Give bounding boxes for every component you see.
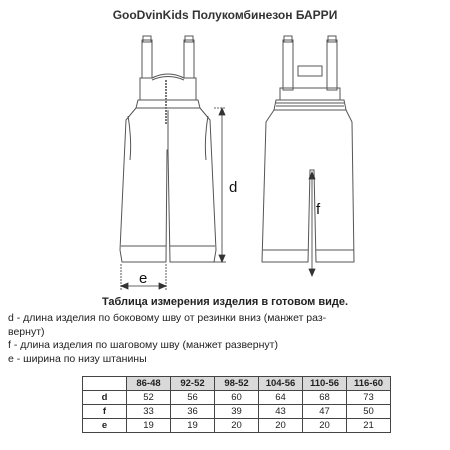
size-column-header: 86-48 xyxy=(127,377,171,391)
table-cell: 60 xyxy=(215,391,259,405)
table-cell: 52 xyxy=(127,391,171,405)
table-row xyxy=(83,391,391,405)
size-column-header: 116-60 xyxy=(347,377,391,391)
table-title: Таблица измерения изделия в готовом виде. xyxy=(101,296,349,308)
page-title: GooDvinKids Полукомбинезон БАРРИ xyxy=(112,8,338,22)
legend-line-d: d - длина изделия по боковому шву от резинки вниз (манжет раз- xyxy=(8,312,327,324)
table-cell: 33 xyxy=(127,405,171,419)
table-corner-cell xyxy=(83,377,127,391)
legend-line-e: e - ширина по низу штанины xyxy=(8,352,147,365)
size-table xyxy=(82,376,391,433)
table-row xyxy=(83,419,391,433)
dimension-e-label: e xyxy=(139,270,148,287)
table-cell: 64 xyxy=(259,391,303,405)
table-cell: 19 xyxy=(127,419,171,433)
dimension-d-label: d xyxy=(229,179,238,196)
size-column-header: 110-56 xyxy=(303,377,347,391)
table-row xyxy=(83,405,391,419)
table-cell: 68 xyxy=(303,391,347,405)
row-label: f xyxy=(83,405,127,419)
table-cell: 19 xyxy=(171,419,215,433)
back-view-drawing xyxy=(262,36,354,262)
table-cell: 73 xyxy=(347,391,391,405)
measurement-legend xyxy=(8,312,378,366)
legend-line-d-cont: вернут) xyxy=(8,325,45,338)
size-table-header xyxy=(83,377,391,391)
table-cell: 39 xyxy=(215,405,259,419)
size-column-header: 98-52 xyxy=(215,377,259,391)
table-cell: 36 xyxy=(171,405,215,419)
table-cell: 20 xyxy=(259,419,303,433)
table-cell: 56 xyxy=(171,391,215,405)
dimension-f-label: f xyxy=(316,201,321,218)
front-view-drawing xyxy=(120,36,216,262)
row-label: e xyxy=(83,419,127,433)
table-cell: 21 xyxy=(347,419,391,433)
table-cell: 20 xyxy=(303,419,347,433)
size-column-header: 92-52 xyxy=(171,377,215,391)
table-cell: 43 xyxy=(259,405,303,419)
table-cell: 20 xyxy=(215,419,259,433)
row-label: d xyxy=(83,391,127,405)
table-cell: 50 xyxy=(347,405,391,419)
size-column-header: 104-56 xyxy=(259,377,303,391)
legend-line-f: f - длина изделия по шаговому шву (манжет развернут) xyxy=(8,339,278,351)
table-cell: 47 xyxy=(303,405,347,419)
